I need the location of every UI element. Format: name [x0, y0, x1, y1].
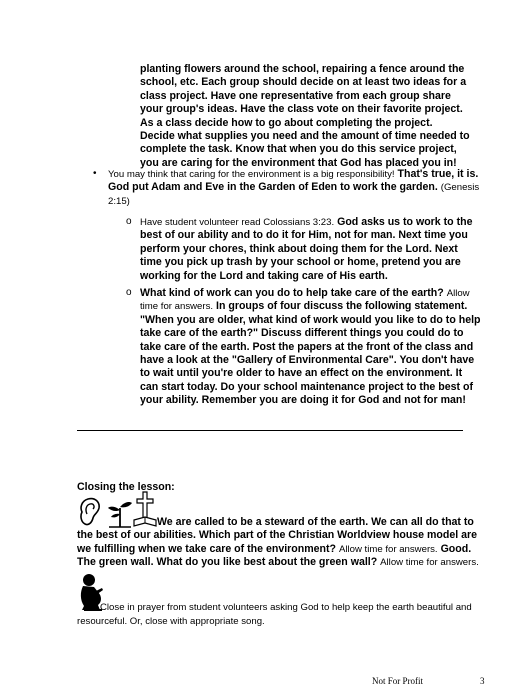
closing-normal-text: Allow time for answers.	[338, 543, 438, 555]
closing-paragraph	[77, 516, 485, 570]
prayer-text: Close in prayer from student volunteers asking God to help keep the earth beautiful and resourceful. Or, close with appropriate song.	[77, 602, 472, 627]
sub-bullet-bold-text: God asks us to work to the best of our ability and to do it for Him, not for man. Next time you perform your chores, think about doing them for the Lord. Next time you pick up trash by your school or home, pretend you are working for the Lord and taking care of His earth.	[140, 216, 473, 282]
sub-bullet-normal-text: Allow time for answers.	[140, 288, 470, 313]
closing-heading: Closing the lesson:	[77, 481, 175, 493]
sub-bullet-bold-text: In groups of four discuss the following statement. "When you are older, what kind of work would you like to do to help take care of the earth?" Discuss different things you could do to take care of the earth. Post the papers at the front of the class and have a look at the "Gallery of Environmental Care". You don't have to wait until you're older to have an effect on the environment. It can start today. Do your school maintenance project to the best of your ability. Remember you are doing it for God and not for man!	[140, 300, 481, 407]
prayer-paragraph	[77, 601, 487, 629]
bullet-paragraph	[108, 168, 480, 208]
section-divider	[77, 430, 463, 431]
bullet-normal-text: You may think that caring for the environment is a big responsibility!	[108, 169, 395, 180]
closing-normal-text-2: Allow time for answers.	[380, 557, 479, 569]
sub-bullet-marker: o	[126, 216, 132, 227]
footer-text: Not For Profit	[372, 676, 424, 686]
sub-bullet-paragraph	[140, 287, 482, 408]
closing-bold-text-2: Good. The green wall. What do you like best about the green wall?	[77, 542, 472, 569]
bullet-scripture-ref: (Genesis 2:15)	[108, 182, 480, 207]
closing-bold-text: We are called to be a steward of the earth. We can all do that to the best of our abilities. Which part of the Christian Worldview house model are we fulfilling when we take care of the environment?	[77, 516, 478, 555]
sub-bullet-marker: o	[126, 287, 132, 298]
sub-bullet-paragraph	[140, 216, 482, 283]
bullet-marker: •	[93, 168, 97, 179]
intro-paragraph	[140, 63, 470, 170]
sub-bullet-normal-text: Have student volunteer read Colossians 3:23.	[140, 217, 335, 228]
bullet-bold-text: That's true, it is. God put Adam and Eve in the Garden of Eden to work the garden.	[108, 168, 479, 194]
intro-text: planting flowers around the school, repairing a fence around the school, etc. Each group should decide on at least two ideas for a class project. Have one representative from each group share your group's ideas. Have the class vote on their favorite project. As a class decide how to go about completing the project. Decide what supplies you need and the amount of time needed to complete the task. Know that when you do this service project, you are caring for the environment that God has placed you in!	[140, 63, 470, 169]
page-number: 3	[480, 676, 485, 686]
sub-bullet-question: What kind of work can you do to help take care of the earth?	[140, 287, 444, 299]
